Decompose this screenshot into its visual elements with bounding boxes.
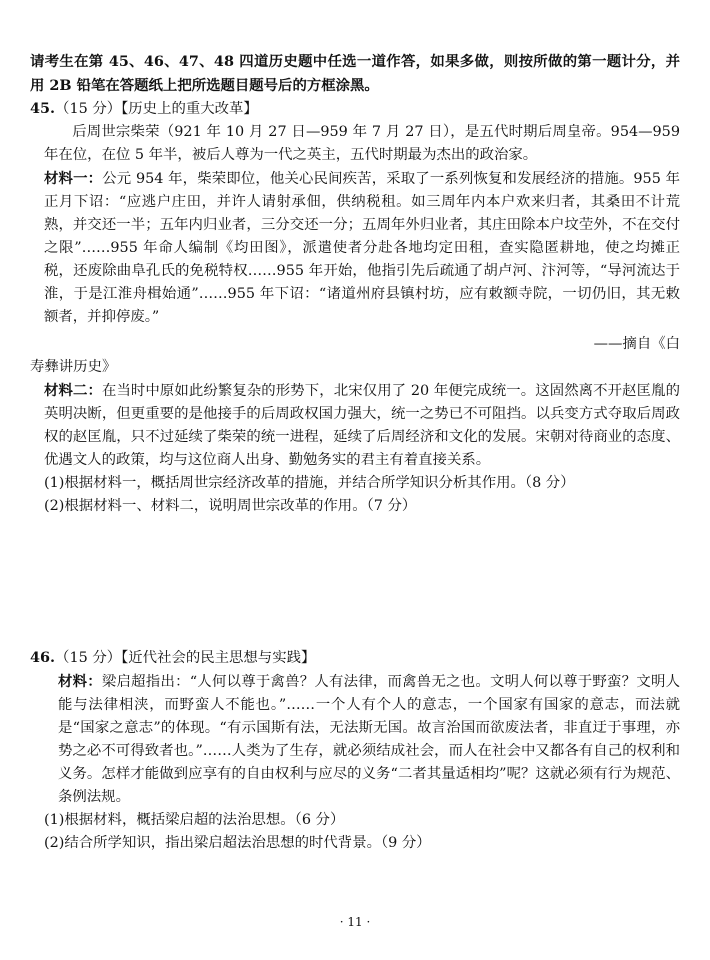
- q46-heading: （15 分）【近代社会的民主思想与实践】: [55, 650, 316, 666]
- q45-material1: [30, 167, 680, 329]
- q45-heading: （15 分）【历史上的重大改革】: [55, 101, 258, 117]
- q46-sub1: (1)根据材料，概括梁启超的法治思想。（6 分）: [44, 812, 345, 828]
- q45-sub1: (1)根据材料一，概括周世宗经济改革的措施，并结合所学知识分析其作用。（8 分）: [44, 475, 575, 491]
- q46-title: [30, 646, 680, 670]
- material1-label: 材料一：: [44, 170, 103, 187]
- q46-sub2: (2)结合所学知识，指出梁启超法治思想的时代背景。（9 分）: [44, 835, 431, 851]
- material1-text: 公元 954 年，柴荣即位，他关心民间疾苦，采取了一系列恢复和发展经济的措施。955 年正月下诏：“应逃户庄田，并许人请射承佃，供纳税租。如三周年内本户欢来归者，其桑田不计荒熟，并交还一半；五年内归业者，三分交还一分；五周年外归业者，其庄田除本户坟茔外，不在交付之限”……955 年命人编制《均田图》，派遣使者分赴各地均定田租，查实隐匿耕地，使之均摊正税，还废除曲阜孔氏的免税特权……955 年开始，他指引先后疏通了胡卢河、汴河等，“导河流达于淮，于是江淮舟楫始通”……955 年下诏：“诸道州府县镇村坊，应有敕额寺院，一切仍旧，其无敕额者，并抑停废。”: [44, 171, 680, 325]
- material2-label: 材料二：: [44, 382, 102, 399]
- q46-material-text: 梁启超指出：“人何以尊于禽兽？人有法律，而禽兽无之也。文明人何以尊于野蛮？文明人能与法律相浃，而野蛮人不能也。”……一个人有个人的意志，一个国家有国家的意志，而法就是“国家之意志”的体现。“有示国斯有法，无法斯无国。故言治国而欲废法者，非直迂于事理，亦势之必不可得致者也。”……人类为了生存，就必须结成社会，而人在社会中又都各有自己的权利和义务。怎样才能做到应享有的自由权利与应尽的义务“二者其量适相均”呢？这就必须有行为规范、条例法规。: [58, 674, 680, 805]
- page-number: · 11 ·: [339, 915, 371, 929]
- q46-number: 46.: [30, 649, 56, 666]
- q45-number: 45.: [30, 100, 56, 117]
- q46-material: [30, 670, 680, 809]
- q45-source-right: ——摘自《白: [593, 336, 680, 352]
- exam-page: [30, 50, 680, 855]
- q46-material-label: 材料：: [58, 673, 102, 690]
- q45-intro: 后周世宗柴荣（921 年 10 月 27 日—959 年 7 月 27 日），是五代时期后周皇帝。954—959 年在位，在位 5 年半，被后人尊为一代之英主，五代时期最为杰出的政治家。: [44, 124, 680, 163]
- q45-title: [30, 97, 680, 121]
- answer-space: [30, 518, 680, 646]
- q45-source-left: 寿彝讲历史》: [30, 359, 117, 375]
- material2-text: 在当时中原如此纷繁复杂的形势下，北宋仅用了 20 年便完成统一。这固然离不开赵匡胤的英明决断，但更重要的是他接手的后周政权国力强大，统一之势已不可阻挡。以兵变方式夺取后周政权的赵匡胤，只不过延续了柴荣的统一进程，延续了后周经济和文化的发展。宋朝对待商业的态度、优遇文人的政策，均与这位商人出身、勤勉务实的君主有着直接关系。: [44, 383, 680, 468]
- q45-material2: [30, 379, 680, 472]
- q45-sub2: (2)根据材料一、材料二，说明周世宗改革的作用。（7 分）: [44, 498, 417, 514]
- instruction: 请考生在第 45、46、47、48 四道历史题中任选一道作答，如果多做，则按所做的第一题计分，并用 2B 铅笔在答题纸上把所选题目题号后的方框涂黑。: [30, 53, 680, 94]
